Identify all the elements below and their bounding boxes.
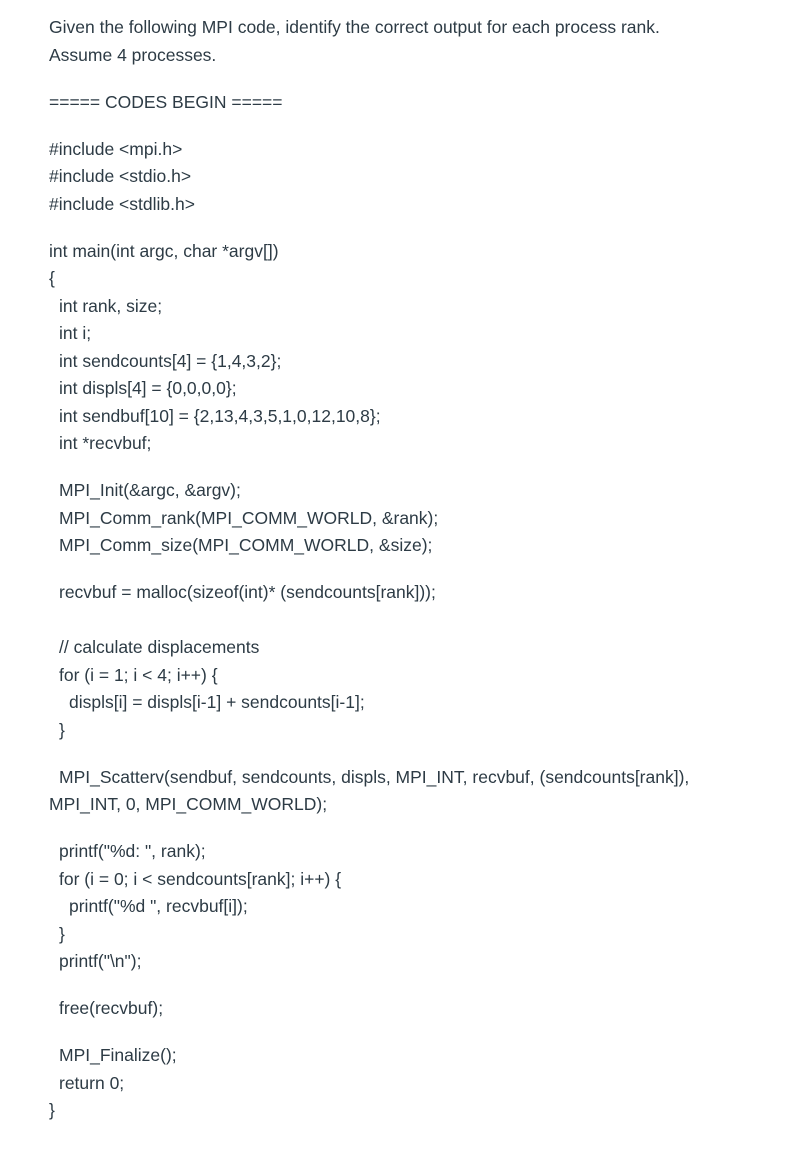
code-mpi-finalize: MPI_Finalize(); — [59, 1045, 177, 1065]
question-document — [49, 14, 769, 1125]
spacer — [49, 1023, 769, 1043]
spacer — [49, 458, 769, 478]
code-for-displs-body: displs[i] = displs[i-1] + sendcounts[i-1]; — [69, 692, 365, 712]
code-mpi-comm-size: MPI_Comm_size(MPI_COMM_WORLD, &size); — [59, 535, 433, 555]
code-decl-displs: int displs[4] = {0,0,0,0}; — [59, 378, 237, 398]
code-mpi-comm-rank: MPI_Comm_rank(MPI_COMM_WORLD, &rank); — [59, 507, 439, 528]
spacer — [49, 819, 769, 839]
code-malloc: recvbuf = malloc(sizeof(int)* (sendcounts[rank])); — [59, 582, 436, 602]
code-include-stdio: #include <stdio.h> — [49, 166, 192, 186]
code-for-displs: for (i = 1; i < 4; i++) { — [59, 664, 218, 685]
code-decl-sendbuf: int sendbuf[10] = {2,13,4,3,5,1,0,12,10,8}; — [59, 405, 381, 426]
code-scatterv-line-2: MPI_INT, 0, MPI_COMM_WORLD); — [49, 794, 328, 814]
code-return: return 0; — [59, 1072, 125, 1093]
spacer — [49, 560, 769, 580]
spacer — [49, 626, 769, 634]
code-block — [49, 136, 769, 1125]
code-printf-rank: printf("%d: ", rank); — [59, 841, 206, 861]
code-decl-i: int i; — [59, 323, 92, 343]
code-comment: // calculate displacements — [59, 637, 260, 657]
code-free: free(recvbuf); — [59, 998, 164, 1018]
spacer — [49, 69, 769, 89]
spacer — [49, 116, 769, 136]
code-scatterv-line-1: MPI_Scatterv(sendbuf, sendcounts, displs, MPI_INT, recvbuf, (sendcounts[rank]), — [59, 766, 690, 787]
code-main-signature: int main(int argc, char *argv[]) — [49, 240, 279, 261]
code-include-stdlib: #include <stdlib.h> — [49, 193, 195, 214]
code-decl-sendcounts: int sendcounts[4] = {1,4,3,2}; — [59, 350, 282, 371]
spacer — [49, 976, 769, 996]
question-line-2: Assume 4 processes. — [49, 44, 217, 65]
code-brace-close: } — [49, 1100, 55, 1120]
code-for-print: for (i = 0; i < sendcounts[rank]; i++) { — [59, 868, 342, 889]
code-include-mpi: #include <mpi.h> — [49, 138, 183, 159]
code-for-displs-close: } — [59, 719, 65, 740]
code-for-print-body: printf("%d ", recvbuf[i]); — [69, 896, 248, 916]
spacer — [49, 744, 769, 764]
code-printf-newline: printf("\n"); — [59, 951, 142, 971]
code-decl-rank: int rank, size; — [59, 295, 163, 316]
code-mpi-init: MPI_Init(&argc, &argv); — [59, 480, 241, 500]
code-decl-recvbuf: int *recvbuf; — [59, 433, 152, 453]
codes-begin-marker: ===== CODES BEGIN ===== — [49, 91, 283, 112]
code-brace-open: { — [49, 268, 55, 288]
code-for-print-close: } — [59, 923, 65, 944]
spacer — [49, 607, 769, 627]
spacer — [49, 218, 769, 238]
question-line-1: Given the following MPI code, identify the correct output for each process rank. — [49, 17, 660, 37]
